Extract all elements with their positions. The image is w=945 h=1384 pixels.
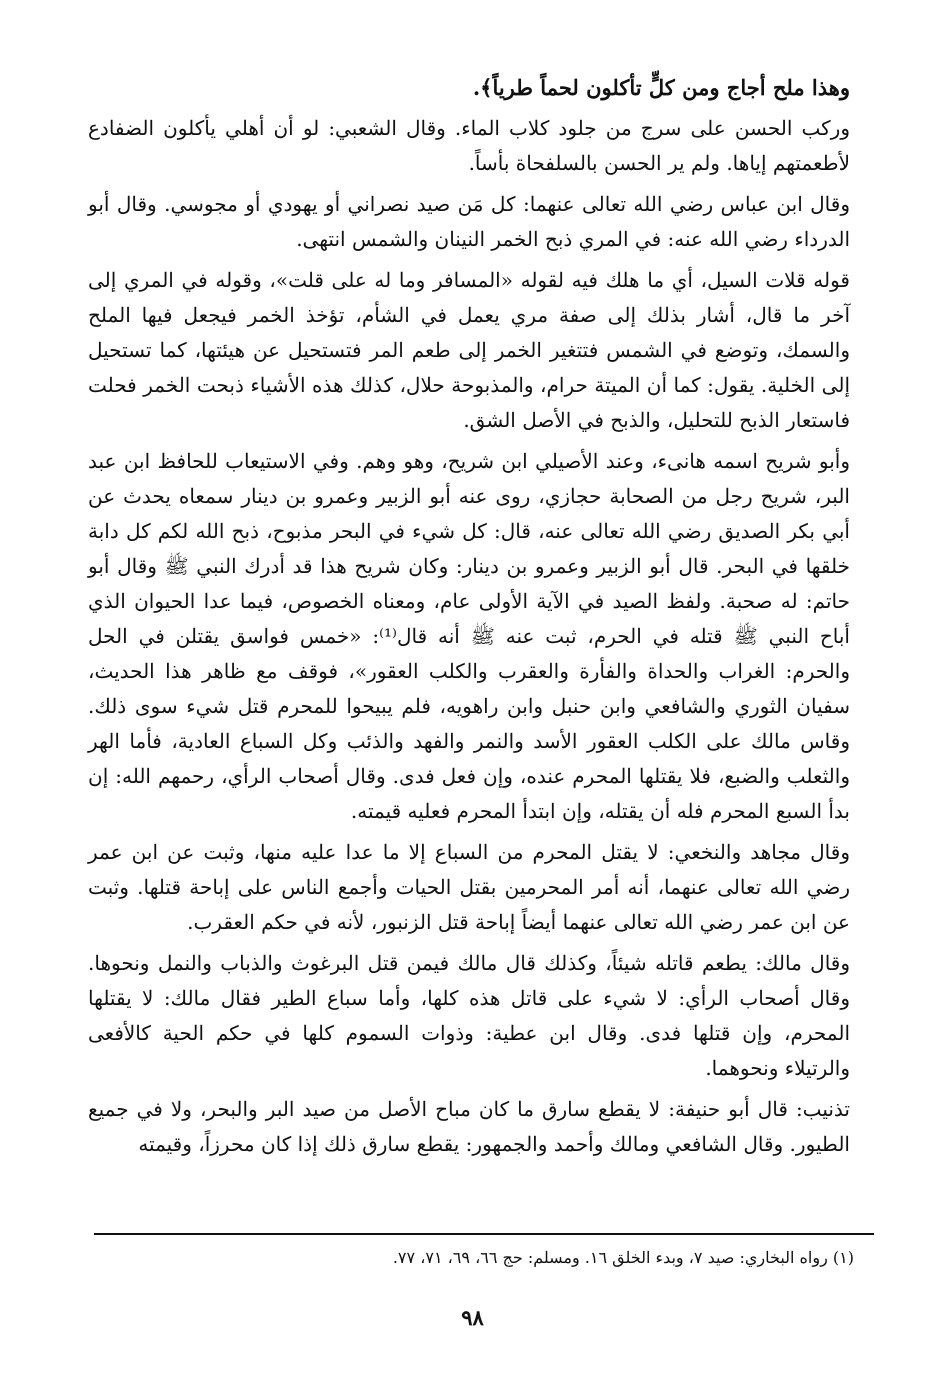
paragraph-4: قوله قلات السيل، أي ما هلك فيه لقوله «المسافر وما له على قلت»، وقوله في المري إلى آخر ما قال، أشار بذلك إلى صفة مري يعمل في الشأم، تؤخذ الخمر فيجعل فيها الملح والسمك، وتوضع في الشمس فتتغير الخمر إلى طعم المر فتستحيل عن هيئتها، كما تستحيل إلى الخلية. يقول: كما أن الميتة حرام، والمذبوحة حلال، كذلك هذه الأشياء ذبحت الخمر فحلت فاستعار الذبح للتحليل، والذبح في الأصل الشق. [88, 268, 850, 432]
footnote-separator [94, 1233, 874, 1235]
paragraph-5: وأبو شريح اسمه هانىء، وعند الأصيلي ابن شريح، وهو وهم. وفي الاستيعاب للحافظ ابن عبد البر، شريح رجل من الصحابة حجازي، روى عنه أبو الزبير وعمرو بن دينار سمعاه يحدث عن أبي بكر الصديق رضي الله تعالى عنه، قال: كل شيء في البحر مذبوح، ذبح الله لكم كل دابة خلقها في البحر. قال أبو الزبير وعمرو بن دينار: وكان شريح هذا قد أدرك النبي ﷺ وقال أبو حاتم: له صحبة. ولفظ الصيد في الآية الأولى عام، ومعناه الخصوص، فيما عدا الحيوان الذي أباح النبي ﷺ قتله في الحرم، ثبت عنه ﷺ أنه قال⁽¹⁾: «خمس فواسق يقتلن في الحل والحرم: الغراب والحداة والفأرة والعقرب والكلب العقور»، فوقف مع ظاهر هذا الحديث، سفيان الثوري والشافعي وابن حنبل وابن راهويه، فلم يبيحوا للمحرم قتل شيء سوى ذلك. وقاس مالك على الكلب العقور الأسد والنمر والفهد والذئب وكل السباع العادية، فأما الهر والثعلب والضبع، فلا يقتلها المحرم عنده، وإن فعل فدى. وقال أصحاب الرأي، رحمهم الله: إن بدأ السبع المحرم فله أن يقتله، وإن ابتدأ المحرم فعليه قيمته. [88, 449, 850, 823]
paragraph-3: وقال ابن عباس رضي الله تعالى عنهما: كل مَن صيد نصراني أو يهودي أو مجوسي. وقال أبو الدرداء رضي الله عنه: في المري ذبح الخمر النينان والشمس انتهى. [88, 192, 850, 251]
paragraph-6: وقال مجاهد والنخعي: لا يقتل المحرم من السباع إلا ما عدا عليه منها، وثبت عن ابن عمر رضي الله تعالى عنهما، أنه أمر المحرمين بقتل الحيات وأجمع الناس على إباحة قتلها. وثبت عن ابن عمر رضي الله تعالى عنهما أيضاً إباحة قتل الزنبور، لأنه في حكم العقرب. [88, 840, 850, 934]
page-number: ٩٨ [461, 1305, 484, 1330]
paragraph-2: وركب الحسن على سرج من جلود كلاب الماء. وقال الشعبي: لو أن أهلي يأكلون الضفادع لأطعمتهم إياها. ولم ير الحسن بالسلفحاة بأساً. [88, 116, 850, 175]
paragraph-8: تذنيب: قال أبو حنيفة: لا يقطع سارق ما كان مباح الأصل من صيد البر والبحر، ولا في جميع الطيور. وقال الشافعي ومالك وأحمد والجمهور: يقطع سارق ذلك إذا كان محرزاً، وقيمته [88, 1097, 850, 1156]
footnote: (١) رواه البخاري: صيد ٧، وبدء الخلق ١٦. ومسلم: حج ٦٦، ٦٩، ٧١، ٧٧. [392, 1248, 854, 1267]
paragraph-1: وهذا ملح أجاج ومن كلٍّ تأكلون لحماً طرياً﴾. [472, 75, 850, 100]
paragraph-7: وقال مالك: يطعم قاتله شيئاً، وكذلك قال مالك فيمن قتل البرغوث والذباب والنمل ونحوها. وقال أصحاب الرأي: لا شيء على قاتل هذه كلها، وأما سباع الطير فقال مالك: لا يقتلها المحرم، وإن قتلها فدى. وقال ابن عطية: وذوات السموم كلها في حكم الحية كالأفعى والرتيلاء ونحوهما. [88, 951, 850, 1080]
main-text [88, 70, 850, 1168]
